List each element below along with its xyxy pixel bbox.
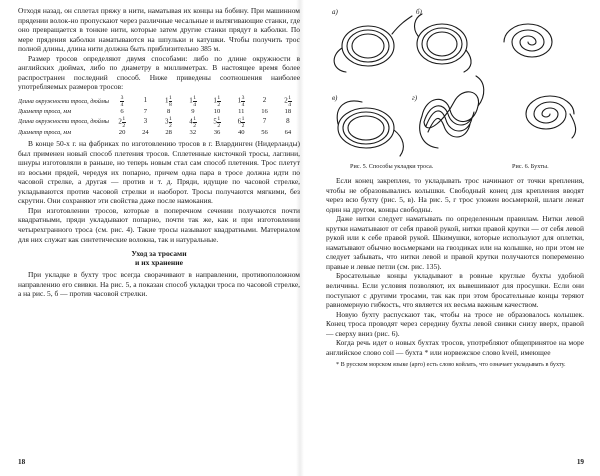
fraction-whole: 6 (237, 117, 242, 126)
table-cell: 28 (165, 128, 172, 136)
table-cell (134, 116, 156, 129)
table-1-row-1-label: Длина окружности троса, дюймы (18, 97, 109, 105)
fraction-denominator: 2 (217, 122, 221, 129)
table-cell: 10 (213, 107, 221, 115)
table-cell (181, 95, 205, 108)
fraction-whole: 1 (237, 96, 242, 105)
fraction-numerator: 1 (217, 115, 221, 122)
fraction-denominator: 2 (193, 122, 196, 129)
table-cell: 18 (284, 107, 292, 115)
fraction-whole: 2 (284, 96, 288, 105)
table-cell: 64 (284, 128, 292, 136)
table-cell: 8 (167, 107, 171, 115)
table-cell: 40 (237, 128, 245, 136)
fraction-whole: 5 (213, 117, 217, 126)
table-cell (205, 95, 229, 108)
page-number-right: 19 (576, 458, 584, 466)
figure-label-b: б) (416, 8, 422, 16)
figure-6-spiral-right-icon (526, 96, 576, 138)
rope-illustration (326, 6, 584, 176)
fraction-denominator: 2 (169, 122, 172, 129)
fraction-denominator: 2 (122, 122, 126, 129)
figure-label-v: в) (332, 94, 338, 102)
fraction-denominator: 2 (217, 101, 221, 108)
table-2-row-diameter (18, 129, 300, 137)
table-2-row-circumference (18, 116, 300, 129)
section-heading-line-2: и их хранение (134, 258, 184, 268)
figure-5g-figure-eight-icon (420, 76, 484, 148)
table-cell: 11 (238, 107, 245, 115)
fraction (193, 95, 197, 108)
fraction-numerator: 1 (122, 115, 126, 122)
fraction-denominator: 4 (120, 101, 124, 108)
right-paragraph-2: Даже нитки следует наматывать по определенным правилам. Нитки левой крутки наматывают от себя правой рукой, нитки правой крутки — от себя левой рукой или к себе правой рукой. Шкимушки, которые используют для оплетки, наматывают обычно восьмерками на гвоздиках или на колышке, но при этом не следует забывать, что нитки левой и правой крутки получаются попеременно правые и левые петли (см. рис. 135). (326, 214, 584, 271)
left-paragraph-4: При изготовлении тросов, которые в поперечном сечении получаются почти квадратными, пряди укладывают попарно, почти так же, как и при изготовлении четырехгранного троса (см. рис. 4). Такие тросы называют квадратными. Материалом для них служат как синтетические волокна, так и натуральные. (18, 205, 300, 244)
right-page (326, 6, 584, 470)
table-cell (253, 95, 275, 108)
table-cell (157, 95, 181, 108)
table-2-row-2-label: Диаметр троса, мм (18, 128, 72, 136)
table-cell: 9 (191, 107, 195, 115)
left-page (18, 6, 300, 470)
rope-size-table-1 (18, 95, 300, 136)
figure-5-caption: Рис. 5. Способы укладки троса. (350, 163, 434, 170)
fraction-numerator: 3 (241, 94, 245, 101)
fraction (217, 95, 221, 108)
fraction-whole: 4 (189, 117, 193, 126)
section-heading-line-1: Уход за тросами (131, 249, 187, 259)
table-cell (276, 95, 300, 108)
figure-label-a: а) (332, 8, 338, 16)
table-1-row-diameter (18, 108, 300, 116)
left-paragraph-2: Размер тросов определяют двумя способами: либо по длине окружности в английских дюймах, либо по диаметру в миллиметрах. В настоящее время более распространен последний способ. Ниже приведены соотношения наиболее употребляемых размеров тросов: (18, 53, 300, 92)
table-1-row-2-label: Диаметр троса, мм (18, 107, 72, 115)
fraction-whole: 1 (165, 96, 169, 105)
fraction-numerator: 1 (169, 115, 172, 122)
figure-6-spiral-left-icon (504, 24, 552, 57)
fraction-numerator: 1 (288, 94, 292, 101)
table-cell: 56 (261, 128, 268, 136)
fraction (122, 116, 126, 129)
fraction-denominator: 4 (288, 101, 292, 108)
table-cell (134, 95, 156, 108)
table-cell (110, 116, 134, 129)
right-paragraph-1: Если конец закреплен, то укладывать трос начинают от точки крепления, чтобы не образовывались колышки. Свободный конец для крепления вводят через всю бухту (рис. 5, в). На рис. 5, г трос уложен восьмеркой, шлаги лежат один на другом, концы свободны. (326, 176, 584, 214)
fraction-numerator: 3 (120, 94, 124, 101)
fraction (217, 116, 221, 129)
table-cell (205, 116, 229, 129)
table-cell: 6 (120, 107, 124, 115)
fraction (288, 95, 292, 108)
figure-5b-coil-icon (415, 14, 472, 72)
table-cell: 7 (143, 107, 147, 115)
fraction-denominator: 4 (241, 101, 245, 108)
fraction (169, 95, 173, 108)
table-cell (110, 95, 134, 108)
right-paragraph-3: Бросательные концы укладывают в ровные круглые бухты удобной величины. Если условия позволяют, их вывешивают для просушки. Если они поступают с другими тросами, так как при этом бросательные концы теряют равномерную гибкость, что является их весьма важным качеством. (326, 271, 584, 310)
section-heading (18, 249, 300, 267)
figure-label-g: г) (412, 94, 418, 102)
fraction-numerator: 1 (193, 115, 196, 122)
table-cell (157, 116, 181, 129)
fraction-whole: 2 (262, 96, 267, 105)
fraction-whole: 1 (189, 96, 193, 105)
footnote: * В русском морском языке (арго) есть слово койлать, что означает укладывать в бухту. (336, 361, 566, 369)
table-cell (181, 116, 205, 129)
table-cell (229, 95, 253, 108)
fraction-whole: 8 (286, 116, 290, 125)
fraction (193, 116, 197, 129)
right-paragraph-4: Новую бухту распускают так, чтобы на тросе не образовалось колышек. Конец троса проводят через середину бухты левой свивки снизу вверх, правой — сверху вниз (рис. 6). (326, 309, 584, 338)
fraction-numerator: 1 (169, 94, 172, 101)
figure-5v-coil-icon (337, 101, 403, 156)
right-paragraph-5: Когда речь идет о новых бухтах тросов, употребляют общепринятое на море английское слово coil — бухта * или норвежское слово kveil, имеющее (326, 338, 584, 357)
fraction-whole: 7 (262, 116, 267, 125)
fraction (169, 116, 173, 129)
figure-5a-coil-icon (334, 16, 412, 72)
fraction-whole: 3 (165, 117, 169, 126)
fraction-numerator: 1 (217, 94, 221, 101)
left-paragraph-3: В конце 50-х г. на фабриках по изготовлению тросов в г. Влардинген (Нидерланды) был применен новый способ плетения тросов. Сплетенные кисточкой тросы, лаглини, шнуры изготовляли в раньше, но теперь новым стал сам способ плетения. Трос плетут из восьми прядей, чередуя их попарно, причем одна пара в тросе должна идти по часовой стрелке, а другая — против и т. д. Пряди, идущие по часовой стрелке, укладываются против часовой стрелки и наоборот. Тросы получаются мягкими, без скрутин. Они сохраняют эти свойства даже после намокания. (18, 139, 300, 206)
fraction-whole: 3 (143, 116, 148, 125)
fraction (241, 116, 245, 129)
table-2-row-1-label: Длина окружности троса, дюймы (18, 118, 109, 126)
table-cell: 24 (142, 128, 149, 136)
left-paragraph-1: Отходя назад, он сплетал пряжу в нити, наматывая их концы на бобину. При машинном прядении волок-но пропускают через различные чесальные и вытягивающие станки, где оно превращается в тонкие нити, которые затем другие станки прядут в каболки. По мере прядения каболки наматываются на шпульки и катушки. Чтобы получить трос полной длины, длина нити должна быть приблизительно 385 м. (18, 6, 300, 54)
table-cell (229, 116, 253, 129)
table-cell (276, 116, 300, 129)
fraction-denominator: 8 (169, 101, 172, 108)
fraction (241, 95, 245, 108)
table-cell (253, 116, 275, 129)
fraction-whole: 1 (213, 96, 217, 105)
fraction-denominator: 4 (193, 101, 196, 108)
fraction-whole: 2 (118, 117, 122, 126)
table-cell: 36 (213, 128, 221, 136)
fraction-whole: 1 (143, 96, 148, 105)
fraction (120, 95, 124, 108)
table-1-row-circumference (18, 95, 300, 108)
page-number-left: 18 (18, 458, 26, 466)
left-paragraph-5: При укладке в бухту трос всегда сворачивают в направлении, противоположном направлению его свивки. На рис. 5, а показан способ укладки троса по часовой стрелке, а на рис. 5, б — против часовой стрелки. (18, 270, 300, 299)
figure-6-caption: Рис. 6. Бухты. (512, 163, 549, 170)
table-cell: 32 (189, 128, 197, 136)
fraction-numerator: 1 (241, 115, 245, 122)
fraction-denominator: 2 (241, 122, 245, 129)
rope-coiling-figures (326, 6, 584, 176)
fraction-numerator: 1 (193, 94, 196, 101)
table-cell: 16 (261, 107, 268, 115)
table-cell: 20 (118, 128, 126, 136)
